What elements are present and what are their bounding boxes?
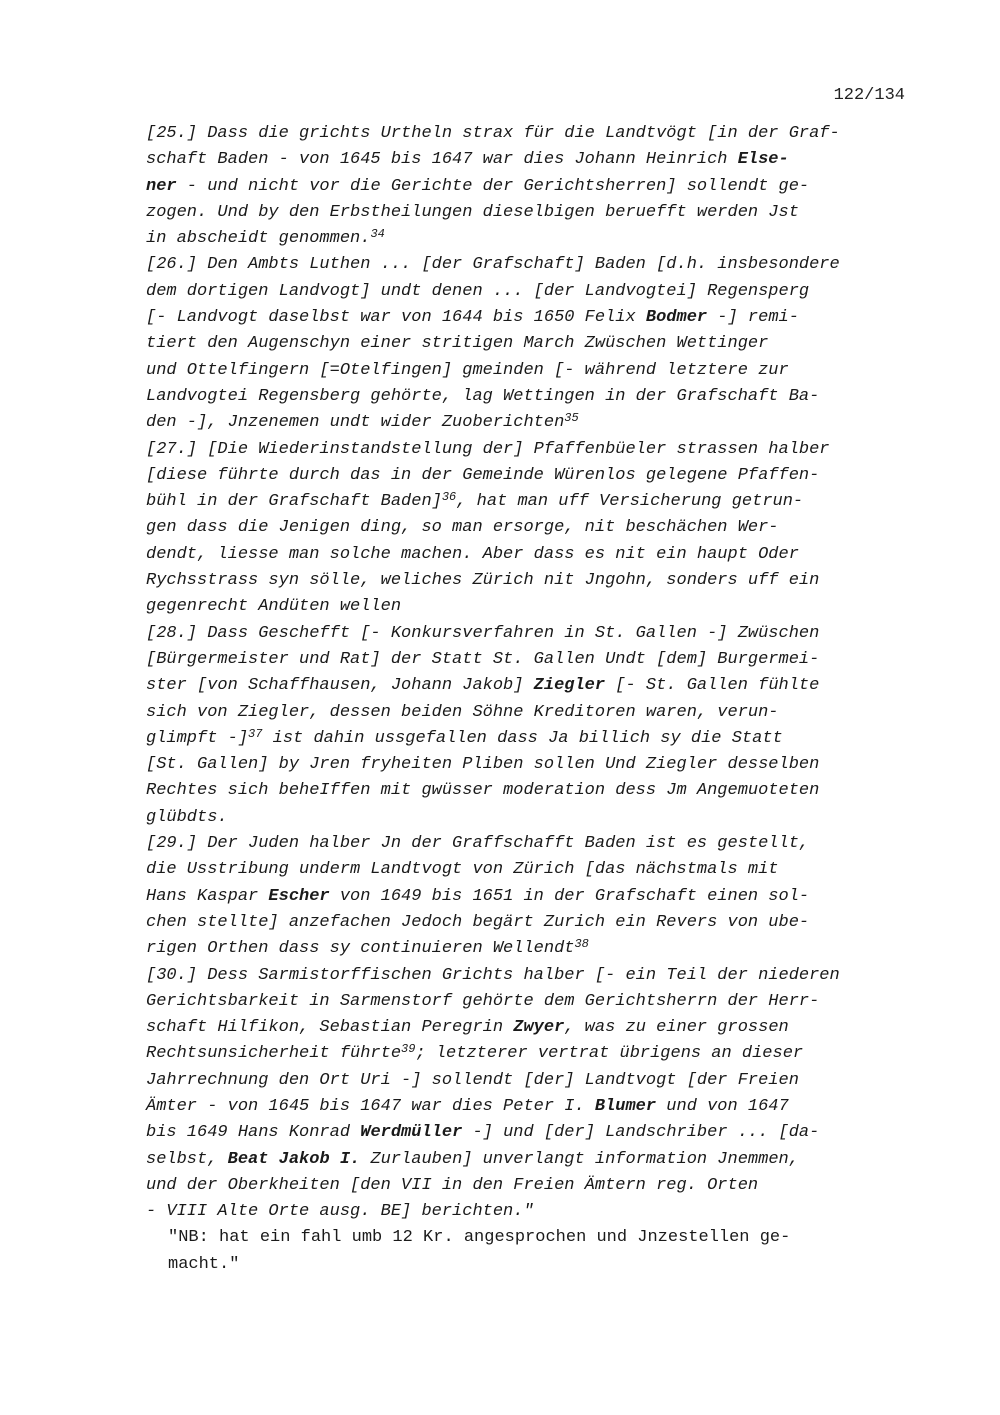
text-line: glübdts. <box>146 807 228 827</box>
text-line: bis 1649 Hans Konrad Werdmüller -] und [der] Landschriber ... [da- <box>146 1123 820 1143</box>
entry-paragraph <box>146 437 916 621</box>
bold-name: ner <box>146 176 177 196</box>
text-line: und der Oberkheiten [den VII in den Freien Ämtern reg. Orten <box>146 1175 759 1195</box>
text-line: [- Landvogt daselbst war von 1644 bis 1650 Felix Bodmer -] remi- <box>146 308 799 328</box>
bold-name: Zwyer <box>513 1018 565 1038</box>
text-line: ner - und nicht vor die Gerichte der Gerichtsherren] sollendt ge- <box>146 176 810 196</box>
text-line: Landvogtei Regensberg gehörte, lag Wettingen in der Grafschaft Ba- <box>146 386 820 406</box>
text-line: [26.] Den Ambts Luthen ... [der Grafschaft] Baden [d.h. insbesondere <box>146 255 840 275</box>
text-line: sich von Ziegler, dessen beiden Söhne Kreditoren waren, verun- <box>146 702 779 722</box>
text-line: selbst, Beat Jakob I. Zurlauben] unverlangt information Jnemmen, <box>146 1149 799 1169</box>
bold-name: Blumer <box>594 1096 657 1116</box>
footnote-ref: 34 <box>370 227 385 242</box>
text-line: "NB: hat ein fahl umb 12 Kr. angesprochen und Jnzestellen ge- <box>168 1228 791 1248</box>
text-line: in abscheidt genommen.$^{34}$ <box>146 227 385 249</box>
text-line: [27.] [Die Wiederinstandstellung der] Pfaffenbüeler strassen halber <box>146 439 830 459</box>
footnote-ref: 38 <box>574 937 589 952</box>
text-line: [30.] Dess Sarmistorffischen Grichts halber [- ein Teil der niederen <box>146 965 840 985</box>
text-line: Rechtsunsicherheit führte$^{39}$; letzterer vertrat übrigens an dieser <box>146 1042 804 1064</box>
text-line: zogen. Und by den Erbstheilungen dieselbigen beruefft werden Jst <box>146 202 799 222</box>
text-line: Jahrrechnung den Ort Uri -] sollendt [der] Landtvogt [der Freien <box>146 1070 799 1090</box>
text-line: [25.] Dass die grichts Urtheln strax für die Landtvögt [in der Graf- <box>146 124 840 143</box>
document-body <box>146 121 916 1278</box>
text-line: dendt, liesse man solche machen. Aber dass es nit ein haupt Oder <box>146 544 799 564</box>
text-line: [diese führte durch das in der Gemeinde Würenlos gelegene Pfaffen- <box>146 465 820 485</box>
text-line: - VIII Alte Orte ausg. BE] berichten." <box>146 1202 534 1222</box>
page-number: 122/134 <box>833 86 905 105</box>
bold-name: Beat Jakob I. <box>227 1149 361 1169</box>
entry-paragraph <box>146 121 916 252</box>
text-line: [29.] Der Juden halber Jn der Graffschafft Baden ist es gestellt, <box>146 834 810 854</box>
text-line: Gerichtsbarkeit in Sarmenstorf gehörte dem Gerichtsherrn der Herr- <box>146 991 820 1011</box>
text-line: Rechtes sich beheIffen mit gwüsser moderation dess Jm Angemuoteten <box>146 781 820 801</box>
text-line: rigen Orthen dass sy continuieren Wellendt$^{38}$ <box>146 937 589 959</box>
text-line: [Bürgermeister und Rat] der Statt St. Gallen Undt [dem] Burgermei- <box>146 649 820 669</box>
text-line: bühl in der Grafschaft Baden]$^{36}$, hat man uff Versicherung getrun- <box>146 490 804 512</box>
text-line: gegenrecht Andüten wellen <box>146 597 402 617</box>
text-line: ster [von Schaffhausen, Johann Jakob] Ziegler [- St. Gallen fühlte <box>146 676 820 696</box>
text-line: [28.] Dass Geschefft [- Konkursverfahren in St. Gallen -] Zwüschen <box>146 623 820 643</box>
note-paragraph <box>146 1225 916 1278</box>
bold-name: Ziegler <box>533 676 606 696</box>
footnote-ref: 39 <box>401 1042 416 1057</box>
text-line: dem dortigen Landvogt] undt denen ... [der Landvogtei] Regensperg <box>146 281 810 301</box>
text-line: schaft Hilfikon, Sebastian Peregrin Zwyer, was zu einer grossen <box>146 1018 789 1038</box>
text-line: und Ottelfingern [=Otelfingen] gmeinden [- während letztere zur <box>146 360 789 380</box>
text-line: macht." <box>168 1254 240 1274</box>
bold-name: Else- <box>737 150 789 170</box>
bold-name: Escher <box>268 886 330 906</box>
text-line: [St. Gallen] by Jren fryheiten Pliben sollen Und Ziegler desselben <box>146 755 820 775</box>
text-line: Ämter - von 1645 bis 1647 war dies Peter I. Blumer und von 1647 <box>146 1096 789 1116</box>
bold-name: Bodmer <box>645 308 708 328</box>
text-line: gen dass die Jenigen ding, so man ersorge, nit beschächen Wer- <box>146 518 779 538</box>
text-line: chen stellte] anzefachen Jedoch begärt Zurich ein Revers von ube- <box>146 912 810 932</box>
bold-name: Werdmüller <box>360 1123 463 1143</box>
text-line: glimpft -]$^{37}$ ist dahin ussgefallen dass Ja billich sy die Statt <box>146 726 783 748</box>
text-line: Rychsstrass syn sölle, weliches Zürich nit Jngohn, sonders uff ein <box>146 571 820 591</box>
entry-paragraph <box>146 252 916 436</box>
footnote-ref: 37 <box>248 726 263 741</box>
text-line: schaft Baden - von 1645 bis 1647 war dies Johann Heinrich Else- <box>146 150 789 170</box>
entry-paragraph <box>146 831 916 962</box>
footnote-ref: 35 <box>564 411 579 426</box>
entry-paragraph <box>146 963 916 1226</box>
text-line: die Usstribung underm Landtvogt von Zürich [das nächstmals mit <box>146 860 779 880</box>
text-line: tiert den Augenschyn einer stritigen March Zwüschen Wettinger <box>146 334 769 354</box>
footnote-ref: 36 <box>441 490 457 505</box>
text-line: den -], Jnzenemen undt wider Zuoberichten$^{35}$ <box>146 411 579 433</box>
text-line: Hans Kaspar Escher von 1649 bis 1651 in der Grafschaft einen sol- <box>146 886 810 906</box>
entry-paragraph <box>146 621 916 831</box>
